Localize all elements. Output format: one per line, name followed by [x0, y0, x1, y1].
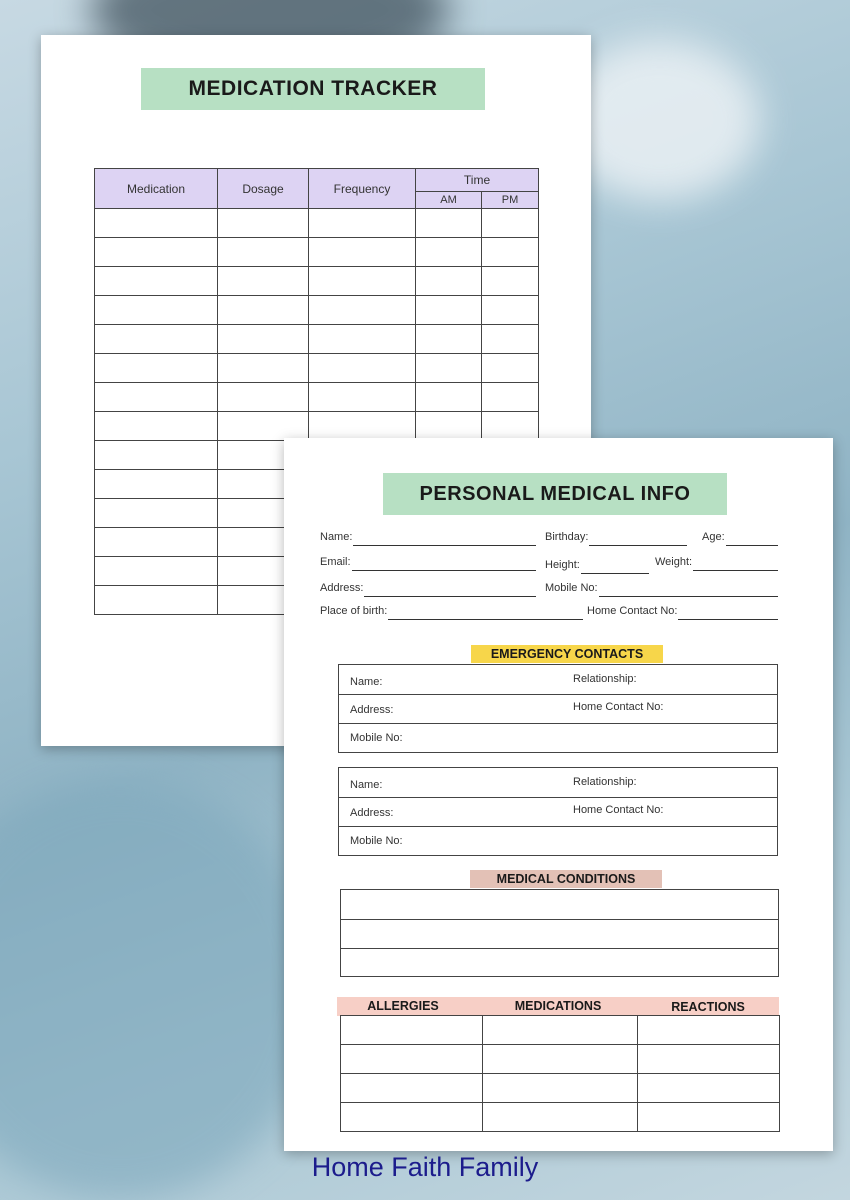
table-cell[interactable] — [309, 296, 416, 325]
table-row — [341, 1016, 780, 1045]
column-header-frequency: Frequency — [309, 169, 416, 209]
emergency-address-label: Address: — [350, 807, 394, 819]
table-cell[interactable] — [218, 325, 309, 354]
table-cell[interactable] — [341, 1016, 483, 1045]
table-cell[interactable] — [309, 238, 416, 267]
table-cell[interactable] — [309, 383, 416, 412]
table-cell[interactable] — [416, 209, 482, 238]
table-cell[interactable] — [218, 412, 309, 441]
column-header-pm: PM — [482, 192, 539, 209]
table-cell[interactable] — [95, 557, 218, 586]
height-field[interactable] — [545, 554, 649, 574]
table-cell[interactable] — [309, 325, 416, 354]
table-cell[interactable] — [95, 267, 218, 296]
field-row — [320, 577, 778, 597]
allergies-header — [337, 997, 779, 1016]
table-cell[interactable] — [341, 1045, 483, 1074]
table-cell[interactable] — [218, 296, 309, 325]
table-cell[interactable] — [309, 412, 416, 441]
field-label: Place of birth: — [320, 605, 388, 617]
table-cell[interactable] — [309, 267, 416, 296]
table-cell[interactable] — [95, 470, 218, 499]
table-cell[interactable] — [416, 238, 482, 267]
table-row — [341, 1074, 780, 1103]
table-cell[interactable] — [416, 296, 482, 325]
table-row — [95, 412, 539, 441]
table-cell[interactable] — [95, 586, 218, 615]
emergency-name-label: Name: — [350, 676, 383, 688]
table-cell[interactable] — [309, 209, 416, 238]
table-cell[interactable] — [483, 1045, 638, 1074]
column-header-am: AM — [416, 192, 482, 209]
field-label: Height: — [545, 559, 580, 571]
field-label: Mobile No: — [545, 582, 598, 594]
table-cell[interactable] — [638, 1016, 780, 1045]
table-cell[interactable] — [482, 325, 539, 354]
table-cell[interactable] — [416, 383, 482, 412]
table-cell[interactable] — [482, 267, 539, 296]
table-cell[interactable] — [341, 1103, 483, 1132]
medical-conditions-label: MEDICAL CONDITIONS — [470, 870, 662, 888]
table-cell[interactable] — [416, 267, 482, 296]
field-label: Weight: — [655, 556, 693, 568]
table-row — [95, 267, 539, 296]
emergency-home-contact-label: Home Contact No: — [573, 804, 664, 816]
emergency-mobile-label: Mobile No: — [350, 732, 403, 744]
table-cell[interactable] — [341, 1074, 483, 1103]
table-row — [95, 238, 539, 267]
field-row — [320, 600, 778, 620]
table-cell[interactable] — [482, 238, 539, 267]
table-cell[interactable] — [483, 1016, 638, 1045]
table-cell[interactable] — [95, 412, 218, 441]
table-cell[interactable] — [95, 441, 218, 470]
birthday-field[interactable] — [545, 526, 687, 546]
table-cell[interactable] — [482, 383, 539, 412]
table-cell[interactable] — [95, 325, 218, 354]
emergency-contacts-label: EMERGENCY CONTACTS — [471, 645, 663, 663]
table-row — [341, 1045, 780, 1074]
name-field[interactable] — [320, 526, 536, 546]
table-row — [95, 354, 539, 383]
table-cell[interactable] — [482, 412, 539, 441]
footer-brand: Home Faith Family — [311, 1152, 539, 1182]
email-field[interactable] — [320, 551, 536, 571]
age-field[interactable] — [702, 526, 778, 546]
table-cell[interactable] — [218, 354, 309, 383]
table-cell[interactable] — [218, 238, 309, 267]
place-of-birth-field[interactable] — [320, 600, 583, 620]
table-cell[interactable] — [309, 354, 416, 383]
table-cell[interactable] — [95, 499, 218, 528]
info-title: PERSONAL MEDICAL INFO — [383, 473, 727, 515]
field-label: Name: — [320, 531, 353, 543]
emergency-relationship-label: Relationship: — [573, 776, 637, 788]
emergency-contact-box — [338, 664, 778, 753]
table-cell[interactable] — [218, 383, 309, 412]
personal-medical-info-sheet — [284, 438, 833, 1151]
table-cell[interactable] — [95, 528, 218, 557]
field-label: Birthday: — [545, 531, 589, 543]
emergency-mobile-label: Mobile No: — [350, 835, 403, 847]
field-label: Age: — [702, 531, 725, 543]
home-contact-field[interactable] — [587, 600, 778, 620]
column-header-time: Time — [416, 169, 539, 192]
table-cell[interactable] — [638, 1074, 780, 1103]
allergies-table — [340, 1015, 780, 1132]
table-cell[interactable] — [95, 209, 218, 238]
background-shape — [0, 780, 320, 1200]
weight-field[interactable] — [655, 551, 778, 571]
table-cell[interactable] — [482, 296, 539, 325]
table-cell[interactable] — [416, 325, 482, 354]
emergency-address-label: Address: — [350, 704, 394, 716]
reactions-header-label: REACTIONS — [671, 1000, 745, 1014]
allergies-header-label: ALLERGIES — [367, 999, 439, 1013]
table-cell[interactable] — [416, 412, 482, 441]
table-cell[interactable] — [218, 209, 309, 238]
table-cell[interactable] — [95, 296, 218, 325]
mobile-field[interactable] — [545, 577, 778, 597]
tracker-title: MEDICATION TRACKER — [141, 68, 485, 110]
emergency-name-label: Name: — [350, 779, 383, 791]
table-cell[interactable] — [483, 1074, 638, 1103]
field-label: Address: — [320, 582, 364, 594]
emergency-home-contact-label: Home Contact No: — [573, 701, 664, 713]
table-row — [95, 296, 539, 325]
emergency-relationship-label: Relationship: — [573, 673, 637, 685]
field-label: Email: — [320, 556, 351, 568]
medications-header-label: MEDICATIONS — [514, 999, 602, 1013]
field-row — [320, 526, 778, 546]
table-row — [95, 209, 539, 238]
table-cell[interactable] — [218, 267, 309, 296]
field-row — [320, 551, 778, 571]
table-cell[interactable] — [483, 1103, 638, 1132]
emergency-contact-box — [338, 767, 778, 856]
table-cell[interactable] — [482, 354, 539, 383]
table-row — [95, 383, 539, 412]
address-field[interactable] — [320, 577, 536, 597]
column-header-dosage: Dosage — [218, 169, 309, 209]
table-row — [341, 1103, 780, 1132]
table-cell[interactable] — [95, 354, 218, 383]
table-row — [95, 325, 539, 354]
table-cell[interactable] — [638, 1045, 780, 1074]
table-cell[interactable] — [482, 209, 539, 238]
table-cell[interactable] — [95, 238, 218, 267]
allergies-table-body — [341, 1016, 780, 1132]
table-cell[interactable] — [416, 354, 482, 383]
table-cell[interactable] — [95, 383, 218, 412]
medical-conditions-box — [340, 889, 779, 977]
table-cell[interactable] — [638, 1103, 780, 1132]
column-header-medication: Medication — [95, 169, 218, 209]
field-label: Home Contact No: — [587, 605, 678, 617]
